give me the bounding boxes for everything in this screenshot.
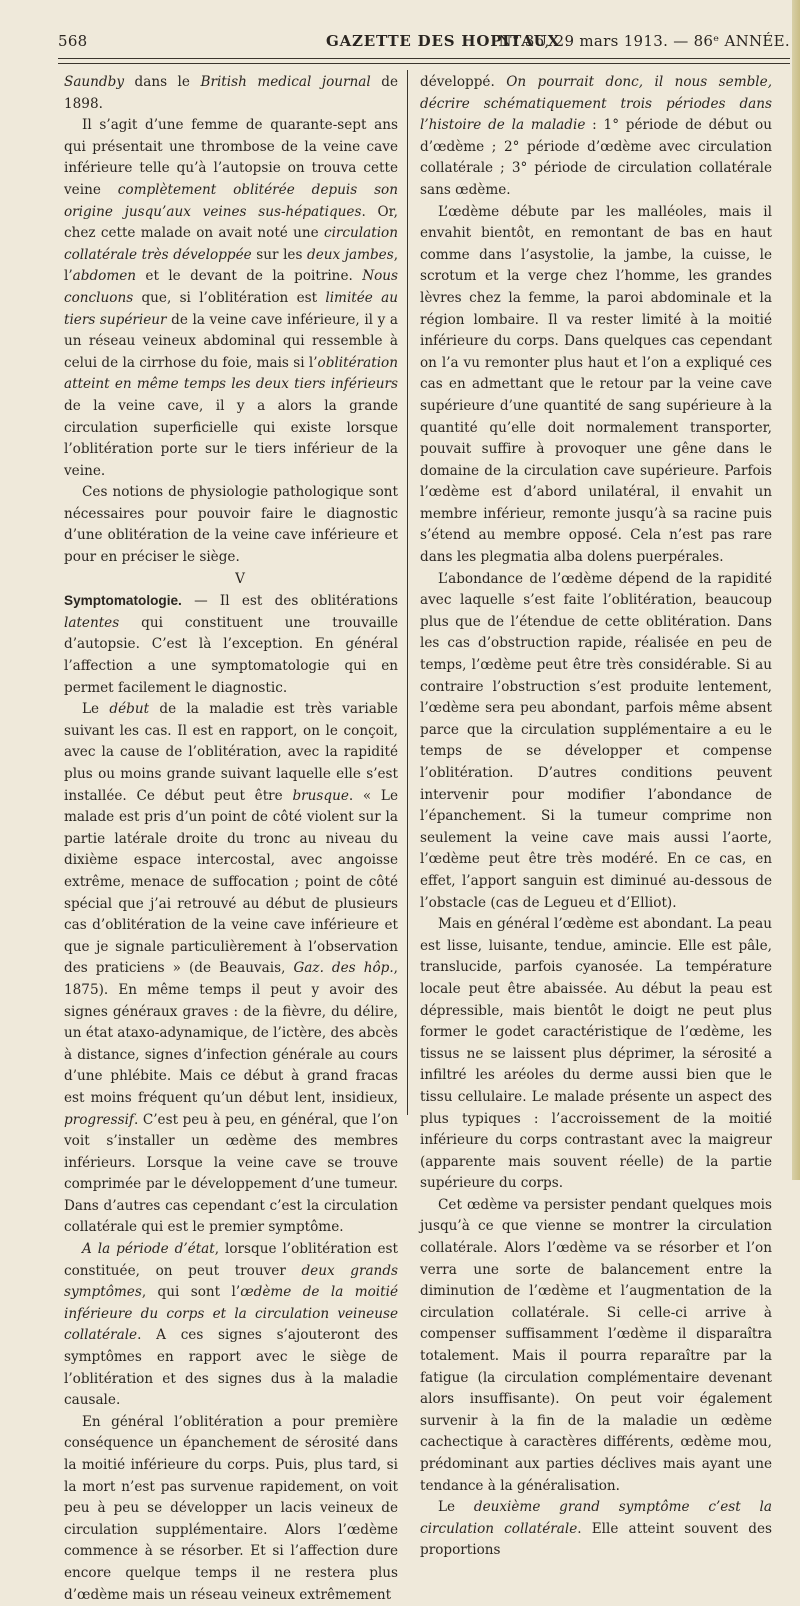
paragraph: Cet œdème va persister pendant quelques mois jusqu’à ce que vienne se montrer la circulation collatérale. Alors l’œdème va se résorber et l’on verra une sorte de balancement entre la diminution de l’œdème et l’augmentation de la circulation collatérale. Si celle-ci arrive à compenser suffisamment l’œdème il disparaîtra totalement. Mais il pourra reparaître par la fatigue (la circulation complémentaire devenant alors insuffisante). On peut voir également survenir à la fin de la maladie un œdème cachectique à caractères différents, œdème mou, prédominant aux parties déclives mais ayant une tendance à la généralisation. [420, 1196, 772, 1494]
section-number: V [235, 570, 245, 587]
paragraph: Le début de la maladie est très variable suivant les cas. Il est en rapport, on le conçoit, avec la cause de l’oblitération, avec la rapidité plus ou moins grande suivant laquelle elle s’est installée. Ce début peut être brusque. « Le malade est pris d’un point de côté violent sur la partie latérale droite du tronc au niveau du dixième espace intercostal, avec angoisse extrême, menace de suffocation ; point de côté spécial que j’ai retrouvé au début de plusieurs cas d’oblitération de la veine cave inférieure et que je signale particulièrement à l’observation des praticiens » (de Beauvais, Gaz. des hôp., 1875). En même temps il peut y avoir des signes généraux graves : de la fièvre, du délire, un état ataxo-adynamique, de l’ictère, des abcès à distance, signes d’infection générale au cours d’une phlébite. Mais ce début à grand fracas est moins fréquent qu’un début lent, insidieux, progressif. C’est peu à peu, en général, que l’on voit s’installer un œdème des membres inférieurs. Lorsque la veine cave se trouve comprimée par le développement d’une tumeur. Dans d’autres cas cependant c’est la circulation collatérale qui est le premier symptôme. [64, 701, 399, 1236]
page-number: 568 [58, 32, 88, 50]
paragraph: Symptomatologie. — Il est des oblitérations latentes qui constituent une trouvaille d’autopsie. C’est là l’exception. En général l’affection a une symptomatologie qui en permet facilement le diagnostic. [64, 593, 398, 696]
header-rule-top [58, 58, 790, 59]
section-heading: Symptomatologie. [64, 593, 182, 609]
paragraph: Il s’agit d’une femme de quarante-sept ans qui présentait une thrombose de la veine cave inférieure telle qu’à l’autopsie on trouva cette veine complètement oblitérée depuis son origine jusqu’aux veines sus-hépatiques. Or, chez cette malade on avait noté une circulation collatérale très développée sur les deux jambes, l’abdomen et le devant de la poitrine. Nous concluons que, si l’oblitération est limitée au tiers supérieur de la veine cave inférieure, il y a un réseau veineux abdominal qui ressemble à celui de la cirrhose du foie, mais si l’oblitération atteint en même temps les deux tiers inférieurs de la veine cave, il y a alors la grande circulation superficielle qui existe lorsque l’oblitération porte sur le tiers inférieur de la veine. [64, 117, 399, 479]
paragraph: L’œdème débute par les malléoles, mais il envahit bientôt, en remontant de bas en haut comme dans l’asystolie, la jambe, la cuisse, le scrotum et la verge chez l’homme, les grandes lèvres chez la femme, la paroi abdominale et la région lombaire. Il va rester limité à la moitié inférieure du corps. Dans quelques cas cependant on l’a vu remonter plus haut et l’on a expliqué ces cas en admettant que le retour par la veine cave supérieure d’une quantité de sang supérieure à la quantité qu’elle doit normalement transporter, pouvait suffire à provoquer une gêne dans le domaine de la circulation cave supérieure. Parfois l’œdème est d’abord unilatéral, il envahit un membre inférieur, remonte jusqu’à sa racine puis s’étend au membre opposé. Cela n’est pas rare dans les plegmatia alba dolens puerpérales. [420, 203, 772, 566]
journal-title: GAZETTE DES HOPITAUX [326, 32, 561, 50]
page-edge [792, 0, 800, 1180]
paragraph: Ces notions de physiologie pathologique sont nécessaires pour pouvoir faire le diagnostic d’une oblitération de la veine cave inférieure et pour en préciser le siège. [64, 484, 398, 566]
paragraph: Mais en général l’œdème est abondant. La peau est lisse, luisante, tendue, amincie. Elle est pâle, translucide, parfois cyanosée. La température locale peut être abaissée. Au début la peau est dépressible, mais bientôt le doigt ne peut plus former le godet caractéristique de l’œdème, les tissus ne se laissent plus déprimer, la sérosité a infiltré les aréoles du derme aussi bien que le tissu cellulaire. Le malade présente un aspect des plus typiques : l’accroissement de la moitié inférieure du corps contrastant avec la maigreur (apparente mais souvent réelle) de la partie supérieure du corps. [420, 916, 772, 1192]
header-rule-bottom [58, 63, 790, 64]
right-column [420, 72, 772, 1562]
column-separator [407, 70, 408, 1115]
paragraph: En général l’oblitération a pour première conséquence un épanchement de sérosité dans la moitié inférieure du corps. Puis, plus tard, si la mort n’est pas survenue rapidement, on voit peu à peu se développer un lacis veineux de circulation supplémentaire. Alors l’œdème commence à se résorber. Et si l’affection dure encore quelque temps il ne restera plus d’œdème mais un réseau veineux extrêmement [64, 1413, 398, 1603]
page-header [58, 30, 790, 56]
left-column [64, 72, 398, 1606]
paragraph: Le deuxième grand symptôme c’est la circulation collatérale. Elle atteint souvent des proportions [420, 1499, 772, 1559]
issue-info: N° 36, 29 mars 1913. — 86ᵉ ANNÉE. [498, 32, 790, 50]
paragraph: A la période d’état, lorsque l’oblitération est constituée, on peut trouver deux grands symptômes, qui sont l’œdème de la moitié inférieure du corps et la circulation veineuse collatérale. A ces signes s’ajouteront des symptômes en rapport avec le siège de l’oblitération et des signes dus à la maladie causale. [64, 1241, 399, 1409]
paragraph: Saundby dans le British medical journal de 1898. [64, 74, 398, 112]
paragraph: L’abondance de l’œdème dépend de la rapidité avec laquelle s’est faite l’oblitération, beaucoup plus que de l’étendue de cette oblitération. Dans les cas d’obstruction rapide, réalisée en peu de temps, l’œdème peut être très considérable. Si au contraire l’obstruction s’est produite lentement, l’œdème sera peu abondant, parfois même absent parce que la circulation supplémentaire a eu le temps de se développer et compense l’oblitération. D’autres conditions peuvent intervenir pour modifier l’abondance de l’épanchement. Si la tumeur comprime non seulement la veine cave mais aussi l’aorte, l’œdème peut être très modéré. En ce cas, en effet, l’apport sanguin est diminué au-dessous de l’obstacle (cas de Legueu et d’Elliot). [420, 570, 772, 911]
paragraph: développé. On pourrait donc, il nous semble, décrire schématiquement trois périodes dans l’histoire de la maladie : 1° période de début ou d’œdème ; 2° période d’œdème avec circulation collatérale ; 3° période de circulation collatérale sans œdème. [420, 74, 773, 198]
